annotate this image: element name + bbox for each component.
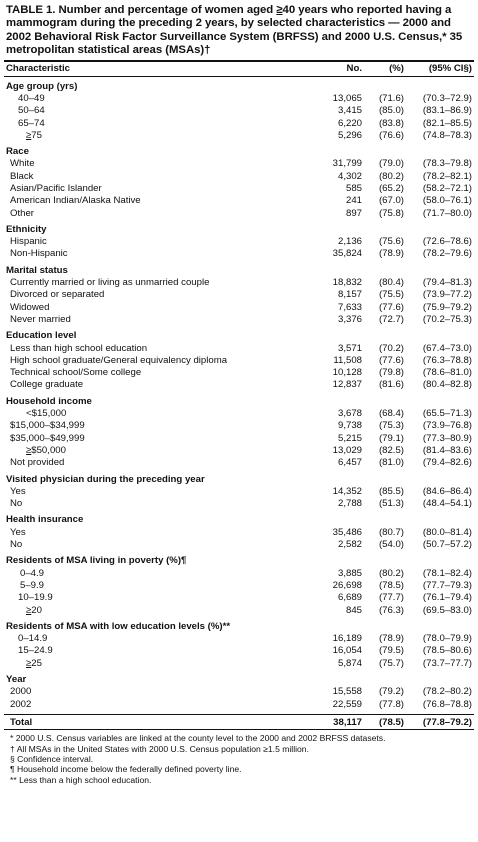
- row-count: 3,678: [337, 408, 362, 420]
- row-ci: (78.2–80.2): [422, 686, 472, 698]
- row-ci: (50.7–57.2): [422, 539, 472, 551]
- row-count: 7,633: [337, 301, 362, 313]
- table-row: [4, 289, 474, 301]
- row-count: 6,457: [337, 457, 362, 469]
- row-percent: (80.4): [378, 277, 404, 289]
- row-ci: (73.9–76.8): [422, 420, 472, 432]
- row-label: $15,000–$34,999: [10, 420, 85, 432]
- group-header-row: [4, 220, 474, 236]
- row-label: 65–74: [18, 117, 45, 129]
- table-row: [4, 302, 474, 314]
- row-ci: (77.3–80.9): [422, 432, 472, 444]
- row-ci: (70.3–72.9): [422, 92, 472, 104]
- row-count: 5,296: [337, 129, 362, 141]
- table-row: [4, 158, 474, 170]
- header-ci: (95% CI§): [428, 62, 472, 74]
- row-count: 5,874: [337, 657, 362, 669]
- row-label: No: [10, 498, 23, 510]
- row-count: 2,788: [337, 498, 362, 510]
- row-label: College graduate: [10, 379, 84, 391]
- table-row: [4, 605, 474, 617]
- group-title: Visited physician during the preceding year: [6, 473, 205, 485]
- footnote: § Confidence interval.: [10, 753, 94, 764]
- row-percent: (65.2): [378, 183, 404, 194]
- row-label: <$15,000: [26, 408, 67, 420]
- table-row: [4, 527, 474, 539]
- row-percent: (80.2): [378, 567, 404, 579]
- table-row: [4, 658, 474, 670]
- row-label-text: ≥20: [26, 604, 42, 616]
- row-percent: (80.7): [378, 526, 404, 538]
- header-row: [4, 62, 474, 76]
- row-label: Yes: [10, 526, 26, 538]
- row-ci: (79.4–81.3): [422, 277, 472, 289]
- table-row: [4, 568, 474, 580]
- group-title: Marital status: [6, 264, 68, 276]
- row-percent: (81.0): [378, 457, 404, 469]
- row-ci: (48.4–54.1): [422, 498, 472, 510]
- group-title: Race: [6, 146, 29, 158]
- row-ci: (58.0–76.1): [422, 195, 472, 207]
- row-ci: (78.5–80.6): [422, 645, 472, 657]
- row-label: Yes: [10, 485, 26, 497]
- table-row: [4, 208, 474, 220]
- group-title: Age group (yrs): [6, 80, 78, 92]
- table-row: [4, 592, 474, 604]
- row-ci: (80.0–81.4): [422, 526, 472, 538]
- row-label: Divorced or separated: [10, 289, 105, 301]
- row-count: 3,571: [337, 342, 362, 354]
- row-label: White: [10, 158, 35, 170]
- group-title: Household income: [6, 395, 92, 407]
- table-row: [4, 486, 474, 498]
- row-label-text: ≥75: [26, 129, 42, 141]
- row-count: 35,486: [332, 526, 362, 538]
- row-count: 845: [345, 604, 362, 616]
- row-label-text: ≥$50,000: [26, 444, 66, 456]
- group-title: Residents of MSA living in poverty (%)¶: [6, 555, 187, 567]
- row-label: Never married: [10, 313, 71, 325]
- table-row: [4, 343, 474, 355]
- row-percent: (79.2): [378, 686, 404, 698]
- header-no: No.: [346, 62, 362, 74]
- data-table: [4, 62, 474, 730]
- row-count: 22,559: [332, 698, 362, 710]
- table-row: [4, 457, 474, 469]
- row-ci: (71.7–80.0): [422, 207, 472, 219]
- ge-symbol: ≥: [26, 129, 32, 141]
- row-percent: (76.3): [378, 604, 404, 616]
- table-row: [4, 633, 474, 645]
- row-ci: (83.1–86.9): [422, 105, 472, 117]
- row-percent: (83.8): [378, 117, 404, 129]
- table-row: [4, 686, 474, 698]
- row-count: 6,689: [337, 592, 362, 604]
- group-header-row: [4, 261, 474, 277]
- row-count: 585: [345, 183, 362, 194]
- row-label: 2002: [10, 698, 32, 710]
- row-count: 3,885: [337, 567, 362, 579]
- row-ci: (70.2–75.3): [422, 313, 472, 325]
- row-ci: (76.1–79.4): [422, 592, 472, 604]
- group-header-row: [4, 510, 474, 526]
- row-percent: (75.6): [378, 236, 404, 248]
- ge-symbol: ≥: [26, 444, 32, 456]
- group-header-row: [4, 670, 474, 686]
- row-percent: (54.0): [378, 539, 404, 551]
- row-label: [4, 658, 304, 670]
- row-percent: (78.5): [378, 579, 404, 591]
- table-document: [4, 0, 474, 785]
- row-percent: (71.6): [378, 92, 404, 104]
- group-header-row: [4, 326, 474, 342]
- table-row: [4, 118, 474, 130]
- row-label: Not provided: [10, 457, 65, 469]
- row-percent: (72.7): [378, 313, 404, 325]
- row-ci: (72.6–78.6): [422, 236, 472, 248]
- row-ci: (78.6–81.0): [422, 367, 472, 379]
- row-percent: (77.8): [378, 698, 404, 710]
- row-ci: (78.2–79.6): [422, 248, 472, 260]
- row-ci: (78.3–79.8): [422, 158, 472, 170]
- row-count: 18,832: [332, 277, 362, 289]
- row-label: [4, 605, 304, 617]
- row-percent: (79.1): [378, 432, 404, 444]
- row-ci: (78.2–82.1): [422, 170, 472, 182]
- row-ci: (78.1–82.4): [422, 567, 472, 579]
- row-percent: (79.0): [378, 158, 404, 170]
- row-count: 16,189: [332, 633, 362, 645]
- row-ci: (73.7–77.7): [422, 657, 472, 669]
- row-label: No: [10, 539, 23, 551]
- row-ci: (65.5–71.3): [422, 408, 472, 420]
- row-percent: (77.7): [378, 592, 404, 604]
- row-percent: (75.8): [378, 207, 404, 219]
- row-count: 12,837: [332, 379, 362, 391]
- row-count: 9,738: [337, 420, 362, 432]
- row-label: Hispanic: [10, 236, 47, 248]
- table-row: [4, 355, 474, 367]
- table-row: [4, 195, 474, 207]
- row-percent: (82.5): [378, 444, 404, 456]
- table-row: [4, 314, 474, 326]
- row-ci: (82.1–85.5): [422, 117, 472, 129]
- bottom-rule: [4, 729, 474, 730]
- row-label: Non-Hispanic: [10, 248, 68, 260]
- header-pct: (%): [389, 62, 404, 74]
- row-count: 2,136: [337, 236, 362, 248]
- row-ci: (81.4–83.6): [422, 444, 472, 456]
- row-label: 0–4.9: [20, 567, 45, 579]
- row-count: 15,558: [332, 686, 362, 698]
- row-label: 50–64: [18, 105, 45, 117]
- row-percent: (75.7): [378, 657, 404, 669]
- row-count: 16,054: [332, 645, 362, 657]
- row-label: 2000: [10, 686, 32, 698]
- table-title: [6, 4, 474, 58]
- row-label: $35,000–$49,999: [10, 432, 85, 444]
- footnote: * 2000 U.S. Census variables are linked at the county level to the 2000 and 2002 BRFSS datasets.: [10, 733, 386, 744]
- row-label: American Indian/Alaska Native: [10, 195, 141, 207]
- ge-symbol: ≥: [26, 604, 32, 616]
- row-count: 14,352: [332, 485, 362, 497]
- row-label: High school graduate/General equivalency diploma: [10, 354, 228, 366]
- row-percent: (85.0): [378, 105, 404, 117]
- table-row: [4, 367, 474, 379]
- row-label: Black: [10, 170, 34, 182]
- table-row: [4, 379, 474, 391]
- footnotes: [4, 733, 474, 785]
- group-header-row: [4, 470, 474, 486]
- row-label: [4, 445, 304, 457]
- row-percent: (68.4): [378, 408, 404, 420]
- table-row: [4, 277, 474, 289]
- footnote: ** Less than a high school education.: [10, 774, 152, 785]
- row-percent: (79.8): [378, 367, 404, 379]
- row-percent: (81.6): [378, 379, 404, 391]
- table-row: [4, 105, 474, 117]
- row-ci: (58.2–72.1): [422, 183, 472, 194]
- row-percent: (85.5): [378, 485, 404, 497]
- table-row: [4, 433, 474, 445]
- group-title: Health insurance: [6, 514, 84, 526]
- row-count: 13,029: [332, 444, 362, 456]
- row-percent: (78.9): [378, 633, 404, 645]
- row-percent: (80.2): [378, 170, 404, 182]
- row-label: Technical school/Some college: [10, 367, 142, 379]
- title-part-1: TABLE 1. Number and percentage of women aged: [6, 4, 277, 16]
- row-label: 15–24.9: [18, 645, 53, 657]
- group-title: Residents of MSA with low education levels (%)**: [6, 620, 231, 632]
- group-title: Education level: [6, 330, 77, 342]
- row-label: Widowed: [10, 301, 50, 313]
- row-count: 13,065: [332, 92, 362, 104]
- row-ci: (77.7–79.3): [422, 579, 472, 591]
- row-ci: (76.8–78.8): [422, 698, 472, 710]
- row-percent: (79.5): [378, 645, 404, 657]
- table-row: [4, 183, 474, 195]
- total-percent: (78.5): [378, 716, 404, 728]
- row-percent: (67.0): [378, 195, 404, 207]
- total-ci: (77.8–79.2): [422, 716, 472, 728]
- total-label: Total: [10, 716, 33, 728]
- row-count: 3,376: [337, 313, 362, 325]
- table-row: [4, 93, 474, 105]
- row-count: 6,220: [337, 117, 362, 129]
- row-count: 11,508: [333, 354, 362, 366]
- row-count: 8,157: [337, 289, 362, 301]
- group-header-row: [4, 551, 474, 567]
- footnote: ¶ Household income below the federally defined poverty line.: [10, 764, 242, 775]
- row-ci: (76.3–78.8): [422, 354, 472, 366]
- table-row: [4, 645, 474, 657]
- table-row: [4, 539, 474, 551]
- table-row: [4, 171, 474, 183]
- footnote: † All MSAs in the United States with 2000 U.S. Census population ≥1.5 million.: [10, 743, 309, 754]
- row-ci: (84.6–86.4): [422, 485, 472, 497]
- row-count: 4,302: [337, 170, 362, 182]
- row-ci: (75.9–79.2): [422, 301, 472, 313]
- table-row: [4, 699, 474, 711]
- row-label: [4, 130, 304, 142]
- row-label: 40–49: [18, 92, 45, 104]
- row-ci: (78.0–79.9): [422, 633, 472, 645]
- total-count: 38,117: [333, 716, 362, 728]
- group-title: Year: [6, 673, 27, 685]
- table-row: [4, 580, 474, 592]
- row-count: 10,128: [332, 367, 362, 379]
- row-label-text: ≥25: [26, 657, 42, 669]
- row-ci: (80.4–82.8): [422, 379, 472, 391]
- table-row: [4, 420, 474, 432]
- ge-symbol: ≥: [26, 657, 32, 669]
- row-percent: (77.6): [378, 301, 404, 313]
- table-body: [4, 77, 474, 730]
- row-percent: (70.2): [378, 342, 404, 354]
- row-count: 241: [345, 195, 362, 207]
- title-part-2: 40 years who reported having a mammogram during the preceding 2 years, by selected characteristics — 2000 and 2002 Behavioral Risk Factor Surveillance System (BRFSS) and 2000 U.S. Census,* 35 metropolitan statistical areas (MSAs)†: [6, 4, 463, 57]
- total-row: [4, 715, 474, 729]
- table-row: [4, 236, 474, 248]
- row-label: 0–14.9: [18, 633, 48, 645]
- row-count: 897: [345, 207, 362, 219]
- row-percent: (78.9): [378, 248, 404, 260]
- title-ge-symbol: ≥: [276, 4, 283, 16]
- row-label: Less than high school education: [10, 342, 148, 354]
- row-percent: (77.6): [378, 354, 404, 366]
- row-count: 2,582: [337, 539, 362, 551]
- row-percent: (51.3): [378, 498, 404, 510]
- group-header-row: [4, 617, 474, 633]
- row-ci: (67.4–73.0): [422, 342, 472, 354]
- row-ci: (73.9–77.2): [422, 289, 472, 301]
- row-label: Other: [10, 207, 34, 219]
- row-count: 5,215: [337, 432, 362, 444]
- row-count: 3,415: [337, 105, 362, 117]
- row-label: 10–19.9: [18, 592, 53, 604]
- row-count: 35,824: [332, 248, 362, 260]
- row-percent: (76.6): [378, 129, 404, 141]
- group-header-row: [4, 77, 474, 93]
- row-ci: (69.5–83.0): [422, 604, 472, 616]
- group-header-row: [4, 392, 474, 408]
- row-count: 26,698: [332, 579, 362, 591]
- table-row: [4, 498, 474, 510]
- row-count: 31,799: [332, 158, 362, 170]
- table-row: [4, 408, 474, 420]
- header-characteristic: Characteristic: [6, 62, 70, 74]
- table-row: [4, 248, 474, 260]
- row-label: Asian/Pacific Islander: [10, 183, 102, 194]
- row-ci: (79.4–82.6): [422, 457, 472, 469]
- row-label: Currently married or living as unmarried couple: [10, 277, 210, 289]
- row-percent: (75.5): [378, 289, 404, 301]
- group-header-row: [4, 142, 474, 158]
- row-label: 5–9.9: [20, 579, 45, 591]
- table-row: [4, 130, 474, 142]
- table-row: [4, 445, 474, 457]
- row-percent: (75.3): [378, 420, 404, 432]
- group-title: Ethnicity: [6, 223, 47, 235]
- row-ci: (74.8–78.3): [422, 129, 472, 141]
